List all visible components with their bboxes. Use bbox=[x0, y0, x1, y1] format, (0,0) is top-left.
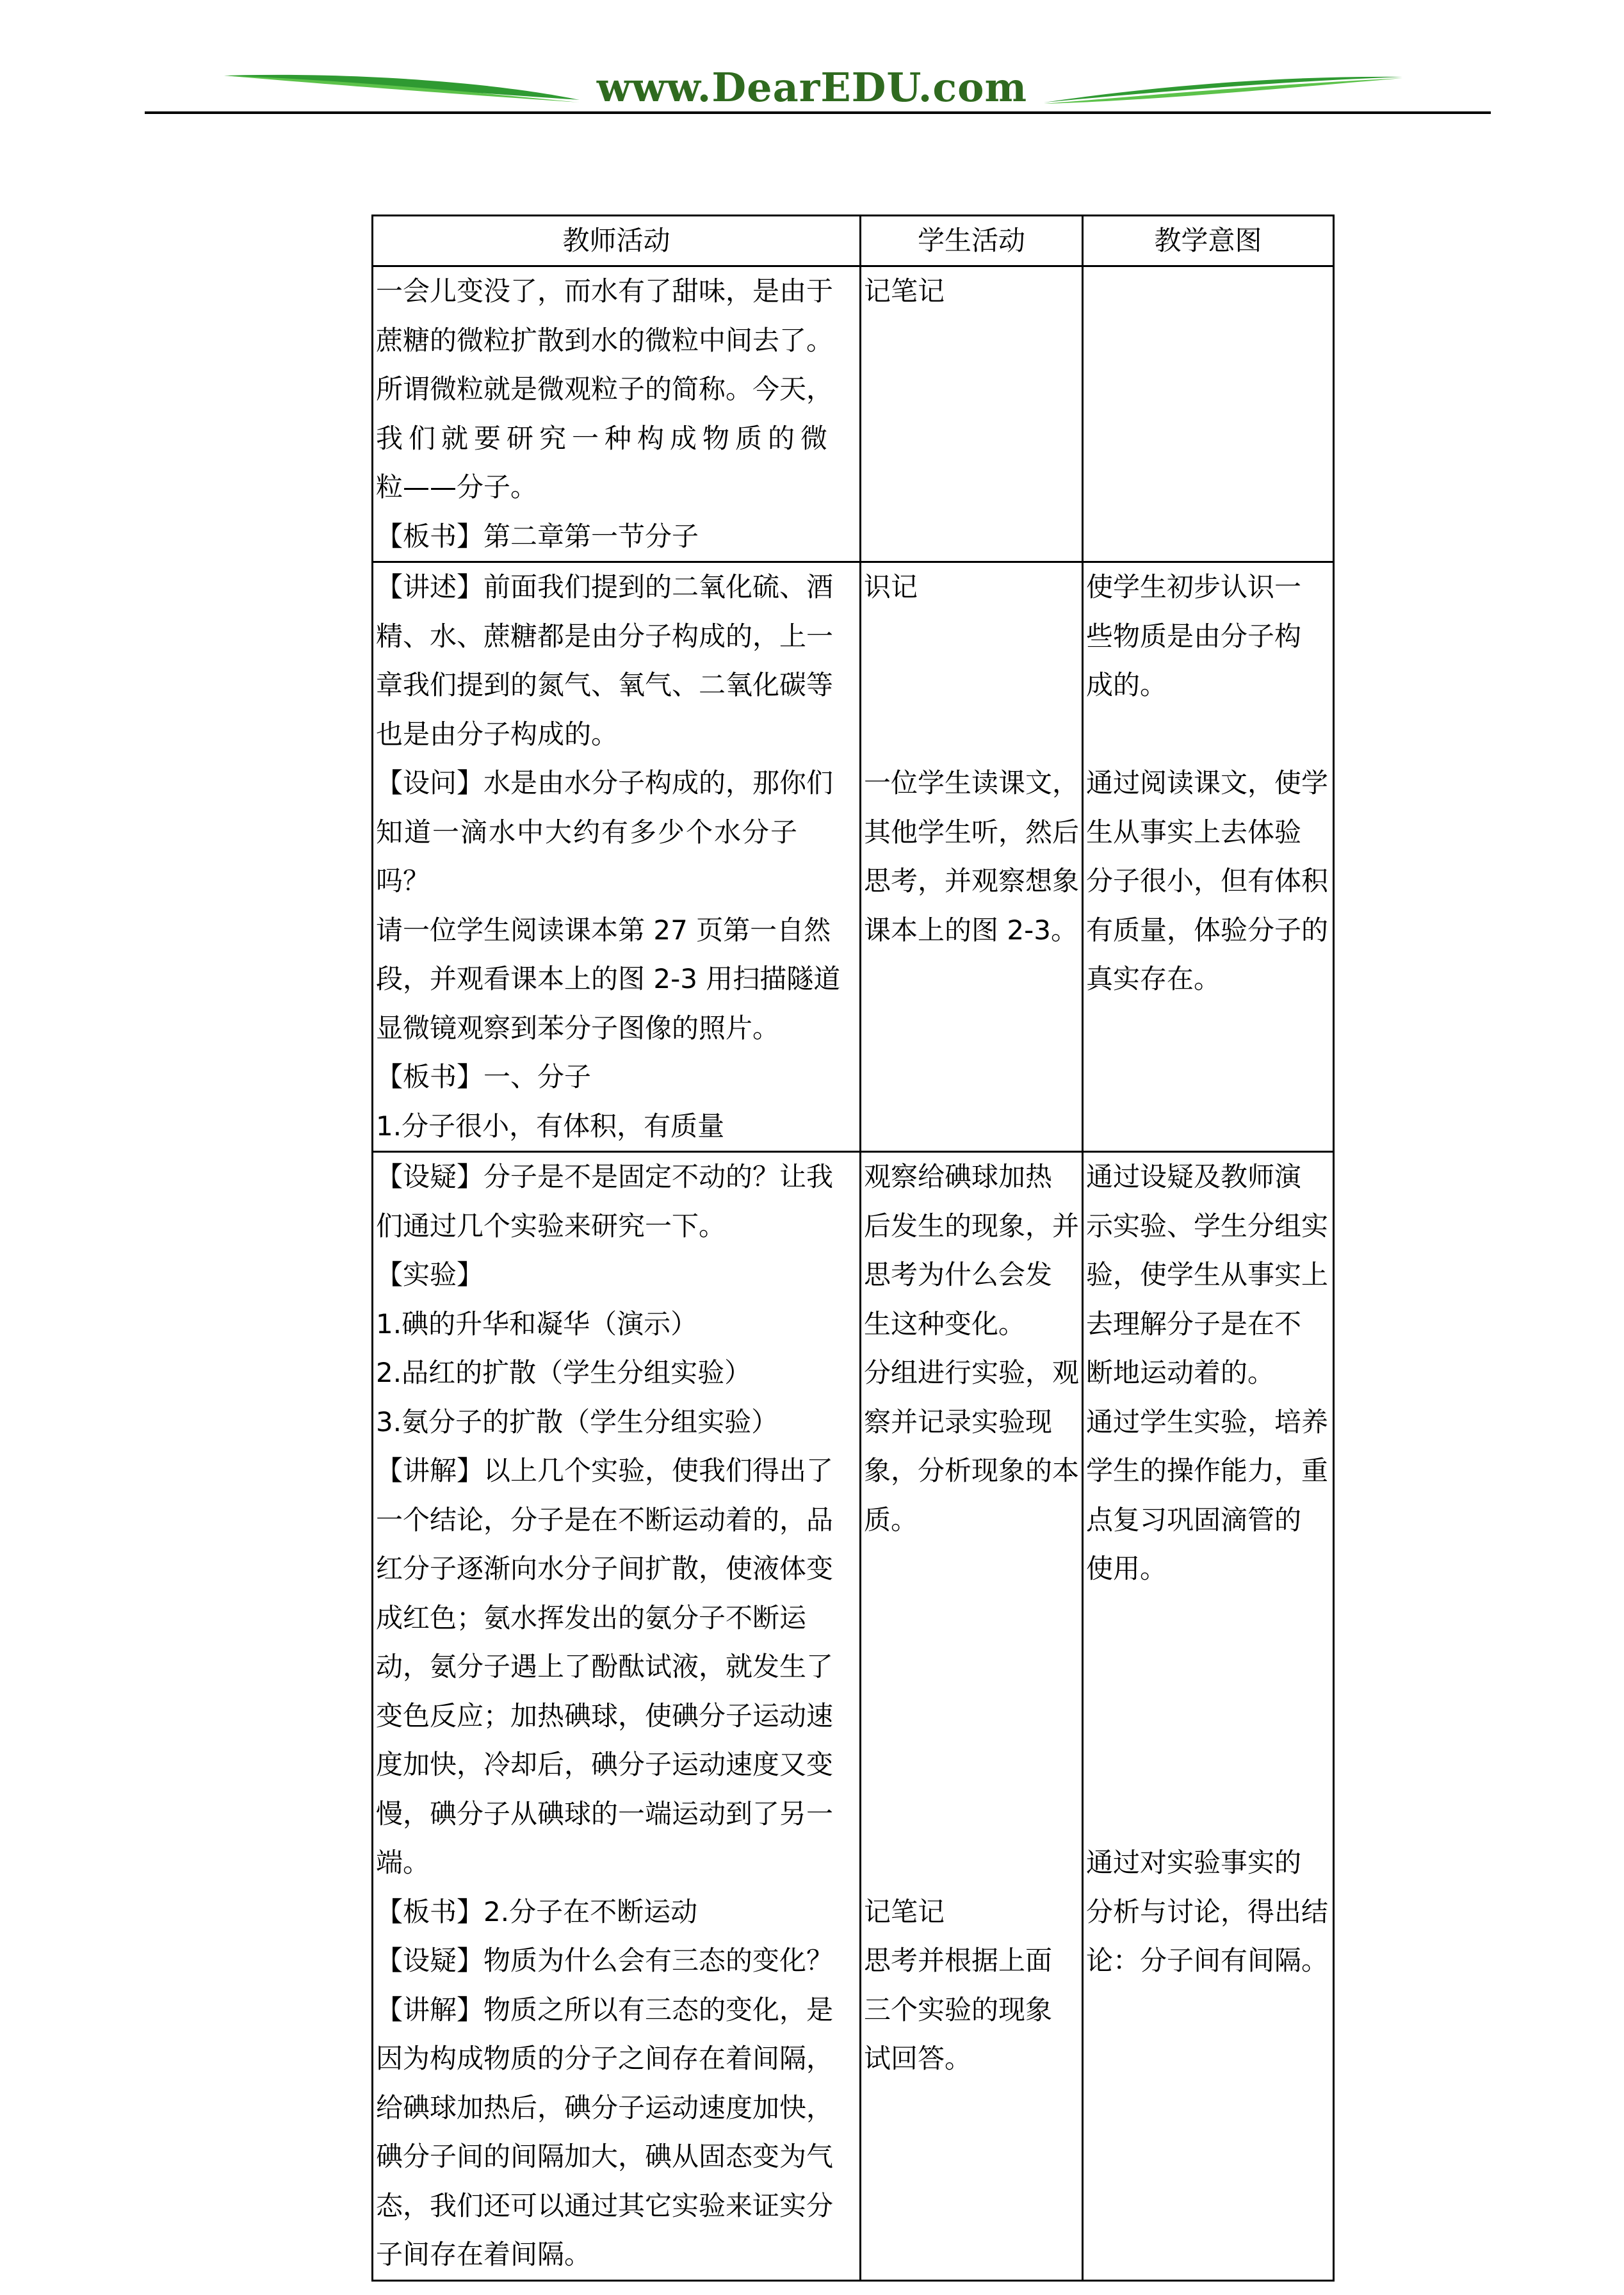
site-logo[interactable]: www.DearEDU.com bbox=[596, 64, 1028, 111]
text-line: 态，我们还可以通过其它实验来证实分 bbox=[376, 2189, 834, 2221]
text-line: 度加快，冷却后，碘分子运动速度又变 bbox=[376, 1749, 834, 1780]
teaching-intent-cell bbox=[1083, 562, 1334, 1152]
text-line: 些物质是由分子构 bbox=[1086, 620, 1302, 652]
text-line: 有质量，体验分子的 bbox=[1086, 914, 1329, 946]
text-line: 点复习巩固滴管的 bbox=[1086, 1504, 1302, 1536]
text-line: 观察给碘球加热 bbox=[864, 1161, 1053, 1192]
text-line: 论：分子间有间隔。 bbox=[1086, 1945, 1329, 1976]
text-line: 分析与讨论，得出结 bbox=[1086, 1895, 1329, 1927]
text-line: 【实验】 bbox=[376, 1259, 484, 1290]
text-line: 蔗糖的微粒扩散到水的微粒中间去了。 bbox=[376, 324, 834, 356]
text-line: 生这种变化。 bbox=[864, 1308, 1026, 1340]
text-line: 碘分子间的间隔加大，碘从固态变为气 bbox=[376, 2141, 834, 2172]
text-line: 记笔记 bbox=[864, 1895, 945, 1927]
teacher-activity-cell bbox=[373, 266, 861, 562]
text-line: 1.碘的升华和凝华（演示） bbox=[376, 1308, 698, 1340]
text-line: 使学生初步认识一 bbox=[1086, 571, 1302, 603]
teacher-activity-cell bbox=[373, 562, 861, 1152]
text-line: 成红色；氨水挥发出的氨分子不断运 bbox=[376, 1602, 807, 1634]
text-line: 后发生的现象，并 bbox=[864, 1210, 1080, 1242]
text-line: 质。 bbox=[864, 1504, 918, 1536]
text-line: 真实存在。 bbox=[1086, 963, 1221, 994]
text-line: 象，分析现象的本 bbox=[864, 1455, 1080, 1486]
student-activity-cell bbox=[861, 562, 1083, 1152]
text-line: 粒——分子。 bbox=[376, 471, 538, 503]
text-line: 2.品红的扩散（学生分组实验） bbox=[376, 1357, 752, 1388]
text-line: 一位学生读课文， bbox=[864, 767, 1080, 799]
text-line: 【设问】水是由水分子构成的，那你们 bbox=[376, 767, 834, 799]
text-line: 记笔记 bbox=[864, 275, 945, 307]
text-line: 通过学生实验，培养 bbox=[1086, 1406, 1329, 1438]
text-line: 成的。 bbox=[1086, 669, 1167, 701]
teaching-intent-cell bbox=[1083, 1152, 1334, 2281]
text-line: 试回答。 bbox=[864, 2043, 972, 2074]
teacher-activity-cell bbox=[373, 1152, 861, 2281]
text-line: 三个实验的现象 bbox=[864, 1993, 1053, 2025]
text-line: 分组进行实验，观 bbox=[864, 1357, 1080, 1388]
text-line: 们通过几个实验来研究一下。 bbox=[376, 1210, 726, 1242]
text-line: 章我们提到的氮气、氧气、二氧化碳等 bbox=[376, 669, 834, 701]
text-line: 示实验、学生分组实 bbox=[1086, 1210, 1329, 1242]
table-header-row bbox=[373, 216, 1334, 266]
text-line: 请一位学生阅读课本第 27 页第一自然 bbox=[376, 914, 831, 946]
table-row bbox=[373, 266, 1334, 562]
text-line: 察并记录实验现 bbox=[864, 1406, 1053, 1438]
text-line: 使用。 bbox=[1086, 1553, 1167, 1584]
text-line: 端。 bbox=[376, 1847, 430, 1878]
text-line: 动，氨分子遇上了酚酞试液，就发生了 bbox=[376, 1651, 834, 1682]
text-line: 3.氨分子的扩散（学生分组实验） bbox=[376, 1406, 779, 1438]
text-line: 学生的操作能力，重 bbox=[1086, 1455, 1329, 1486]
table-row bbox=[373, 1152, 1334, 2281]
column-header-intent: 教学意图 bbox=[1083, 216, 1334, 266]
text-line: 慢，碘分子从碘球的一端运动到了另一 bbox=[376, 1797, 834, 1829]
text-line: 我们就要研究一种构成物质的微 bbox=[376, 422, 834, 454]
text-line: 思考并根据上面 bbox=[864, 1945, 1053, 1976]
column-header-teacher: 教师活动 bbox=[373, 216, 861, 266]
text-line: 课本上的图 2-3。 bbox=[864, 914, 1078, 946]
text-line: 验，使学生从事实上 bbox=[1086, 1259, 1329, 1290]
text-line: 1.分子很小，有体积，有质量 bbox=[376, 1110, 725, 1142]
teaching-intent-cell bbox=[1083, 266, 1334, 562]
text-line: 【板书】2.分子在不断运动 bbox=[376, 1895, 698, 1927]
text-line: 吗？ bbox=[376, 865, 430, 896]
text-line: 也是由分子构成的。 bbox=[376, 718, 619, 750]
text-line: 子间存在着间隔。 bbox=[376, 2239, 592, 2270]
text-line: 【讲解】物质之所以有三态的变化，是 bbox=[376, 1993, 834, 2025]
header-divider bbox=[145, 111, 1491, 114]
text-line: 段，并观看课本上的图 2-3 用扫描隧道 bbox=[376, 963, 841, 994]
text-line: 【讲述】前面我们提到的二氧化硫、酒 bbox=[376, 571, 834, 603]
text-line: 思考，并观察想象 bbox=[864, 865, 1080, 896]
text-line: 识记 bbox=[864, 571, 918, 603]
text-line: 通过设疑及教师演 bbox=[1086, 1161, 1302, 1192]
text-line: 一会儿变没了，而水有了甜味，是由于 bbox=[376, 275, 834, 307]
text-line: 【设疑】物质为什么会有三态的变化？ bbox=[376, 1945, 834, 1976]
text-line: 去理解分子是在不 bbox=[1086, 1308, 1302, 1340]
text-line: 一个结论，分子是在不断运动着的，品 bbox=[376, 1504, 834, 1536]
text-line: 分子很小，但有体积 bbox=[1086, 865, 1329, 896]
column-header-student: 学生活动 bbox=[861, 216, 1083, 266]
text-line: 【设疑】分子是不是固定不动的？让我 bbox=[376, 1161, 834, 1192]
text-line: 显微镜观察到苯分子图像的照片。 bbox=[376, 1012, 780, 1044]
text-line: 【板书】第二章第一节分子 bbox=[376, 520, 699, 552]
text-line: 通过阅读课文，使学 bbox=[1086, 767, 1329, 799]
text-line: 知道一滴水中大约有多少个水分子 bbox=[376, 816, 799, 848]
text-line: 因为构成物质的分子之间存在着间隔， bbox=[376, 2043, 834, 2074]
student-activity-cell bbox=[861, 1152, 1083, 2281]
text-line: 精、水、蔗糖都是由分子构成的，上一 bbox=[376, 620, 834, 652]
text-line: 【讲解】以上几个实验，使我们得出了 bbox=[376, 1455, 834, 1486]
text-line: 生从事实上去体验 bbox=[1086, 816, 1302, 848]
text-line: 给碘球加热后，碘分子运动速度加快， bbox=[376, 2091, 834, 2123]
text-line: 断地运动着的。 bbox=[1086, 1357, 1275, 1388]
table-row bbox=[373, 562, 1334, 1152]
text-line: 其他学生听，然后 bbox=[864, 816, 1080, 848]
text-line: 所谓微粒就是微观粒子的简称。今天， bbox=[376, 373, 834, 405]
text-line: 变色反应；加热碘球，使碘分子运动速 bbox=[376, 1699, 834, 1731]
student-activity-cell bbox=[861, 266, 1083, 562]
text-line: 思考为什么会发 bbox=[864, 1259, 1053, 1290]
page-header bbox=[0, 0, 1624, 122]
text-line: 【板书】一、分子 bbox=[376, 1061, 592, 1092]
text-line: 红分子逐渐向水分子间扩散，使液体变 bbox=[376, 1553, 834, 1584]
lesson-plan-table bbox=[371, 215, 1335, 2282]
text-line: 通过对实验事实的 bbox=[1086, 1847, 1302, 1878]
